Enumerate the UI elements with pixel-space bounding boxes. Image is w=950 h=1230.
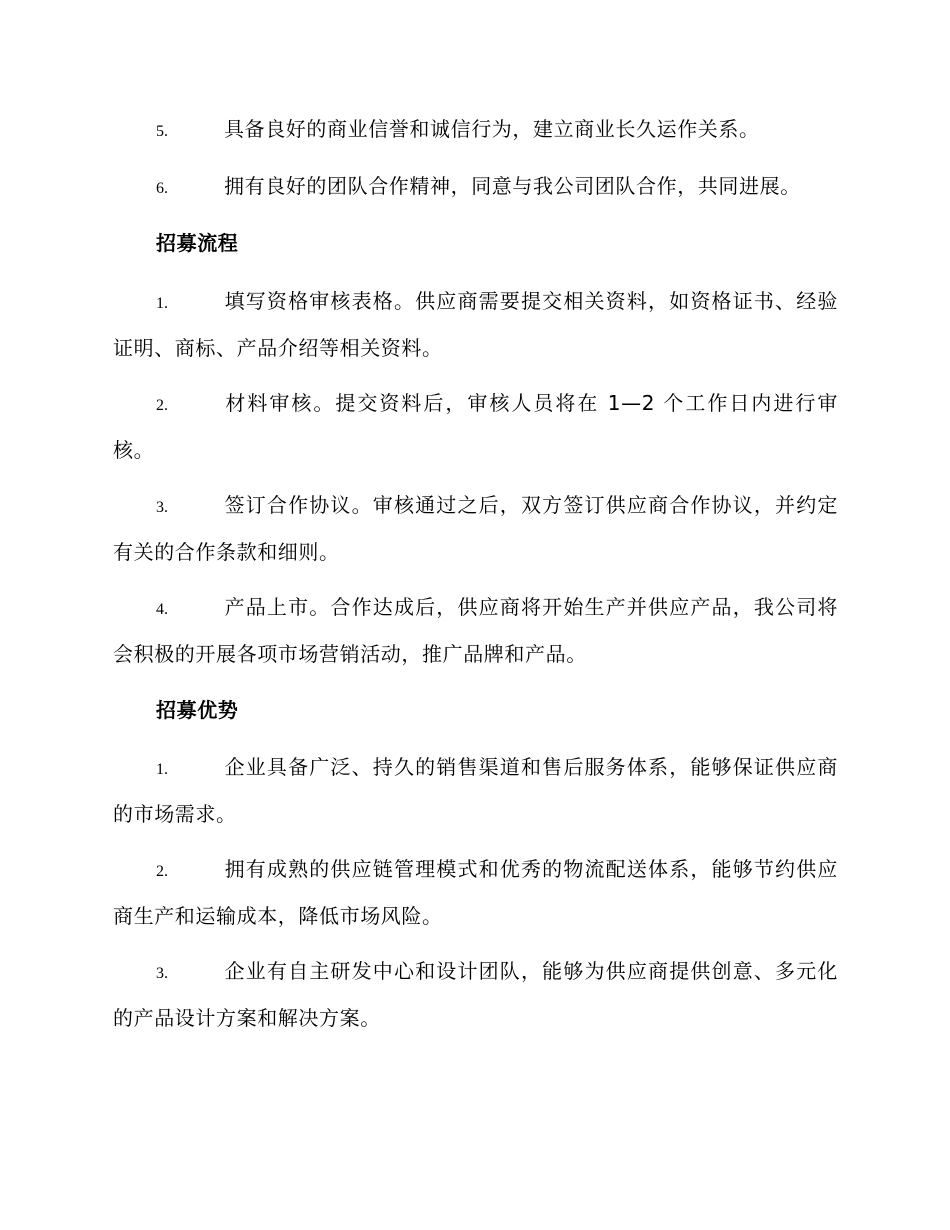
process-item-4 <box>113 585 838 676</box>
list-text: 拥有良好的团队合作精神，同意与我公司团队合作，共同进展。 <box>224 174 801 198</box>
list-text: 拥有成熟的供应链管理模式和优秀的物流配送体系，能够节约供应商生产和运输成本，降低市场风险。 <box>113 857 838 928</box>
list-number: 2. <box>156 863 168 880</box>
list-text: 材料审核。提交资料后，审核人员将在 1—2 个工作日内进行审核。 <box>113 391 838 462</box>
list-number: 5. <box>156 123 168 140</box>
list-text: 填写资格审核表格。供应商需要提交相关资料，如资格证书、经验证明、商标、产品介绍等相关资料。 <box>113 289 838 360</box>
requirement-item-6 <box>113 164 838 211</box>
list-number: 6. <box>156 180 168 197</box>
process-item-1 <box>113 279 838 370</box>
list-text: 企业有自主研发中心和设计团队，能够为供应商提供创意、多元化的产品设计方案和解决方案。 <box>113 959 838 1030</box>
list-number: 3. <box>156 499 168 516</box>
list-text: 具备良好的商业信誉和诚信行为，建立商业长久运作关系。 <box>224 117 760 141</box>
list-number: 3. <box>156 965 168 982</box>
advantage-item-1 <box>113 745 838 836</box>
section-heading-process: 招募流程 <box>156 231 239 255</box>
process-item-2 <box>113 381 838 472</box>
list-number: 4. <box>156 601 168 618</box>
advantage-item-2 <box>113 847 838 938</box>
section-heading-advantages: 招募优势 <box>156 698 239 722</box>
list-number: 1. <box>156 761 168 778</box>
list-number: 2. <box>156 397 168 414</box>
list-number: 1. <box>156 295 168 312</box>
list-text: 企业具备广泛、持久的销售渠道和售后服务体系，能够保证供应商的市场需求。 <box>113 755 838 826</box>
requirement-item-5 <box>113 107 838 154</box>
list-text: 产品上市。合作达成后，供应商将开始生产并供应产品，我公司将会积极的开展各项市场营销活动，推广品牌和产品。 <box>113 595 838 666</box>
list-text: 签订合作协议。审核通过之后，双方签订供应商合作协议，并约定有关的合作条款和细则。 <box>113 493 838 564</box>
process-item-3 <box>113 483 838 574</box>
advantage-item-3 <box>113 949 838 1040</box>
